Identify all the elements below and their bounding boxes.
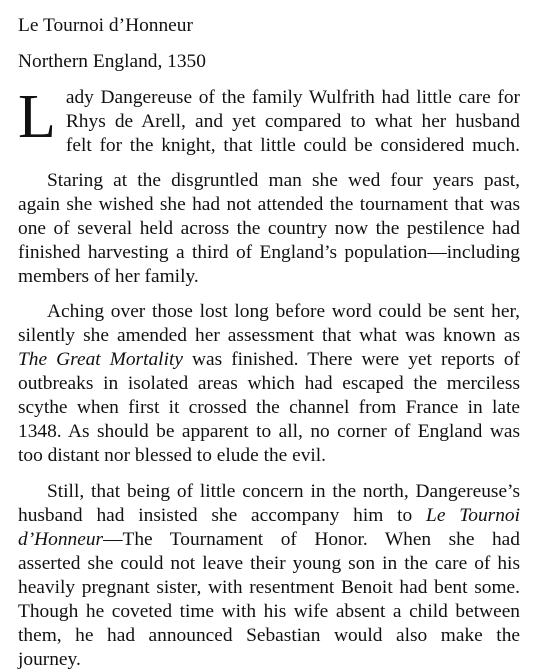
- text-line: [18, 528, 520, 552]
- text-line: ady Dangereuse of the family Wulfrith had little care for: [65, 87, 520, 108]
- book-page: [18, 0, 520, 672]
- text-line: scythe when first it crossed the channel from France in late: [18, 397, 520, 418]
- paragraph-2: [18, 169, 520, 289]
- paragraph-4: [18, 480, 520, 672]
- italic-title: d’Honneur: [18, 529, 104, 550]
- italic-title: Le Tournoi: [426, 505, 520, 526]
- text-line: felt for the knight, that little could be considered much.: [65, 135, 520, 156]
- paragraph-3: [18, 300, 520, 468]
- text-line: heavily pregnant sister, with resentment Benoit had bent some.: [18, 577, 520, 598]
- text-line: Rhys de Arell, and yet compared to what her husband: [65, 111, 520, 132]
- text-line: too distant nor blessed to elude the evil.: [18, 445, 327, 466]
- text-line: asserted she could not leave their young son in the care of his: [18, 553, 520, 574]
- text-line: journey.: [18, 649, 81, 670]
- text-line: [18, 504, 520, 528]
- chapter-title: Le Tournoi d’Honneur: [18, 15, 193, 36]
- text-run: was finished. There were yet reports of: [182, 349, 520, 370]
- text-line: outbreaks in isolated areas which had escaped the merciless: [18, 373, 520, 394]
- drop-cap: L: [18, 83, 56, 151]
- text-line: members of her family.: [18, 266, 199, 287]
- text-line: Still, that being of little concern in the north, Dangereuse’s: [47, 481, 520, 502]
- text-line: Staring at the disgruntled man she wed four years past,: [47, 170, 520, 191]
- text-line: [18, 348, 520, 372]
- text-line: finished harvesting a third of England’s population—including: [18, 242, 520, 263]
- paragraph-1: [18, 83, 520, 158]
- setting-line: Northern England, 1350: [18, 51, 206, 72]
- text-line: 1348. As should be apparent to all, no corner of England was: [18, 421, 520, 442]
- italic-title: The Great Mortality: [18, 349, 183, 370]
- text-line: one of several held across the country now the pestilence had: [18, 218, 520, 239]
- text-line: silently she amended her assessment that what was known as: [18, 325, 520, 346]
- text-run: husband had insisted she accompany him to: [18, 505, 427, 526]
- text-line: again she wished she had not attended the tournament that was: [18, 194, 520, 215]
- text-line: Aching over those lost long before word could be sent her,: [47, 301, 520, 322]
- text-line: Though he coveted time with his wife absent a child between: [18, 601, 520, 622]
- text-run: —The Tournament of Honor. When she had: [103, 529, 520, 550]
- text-line: them, he had announced Sebastian would also make the: [18, 625, 520, 646]
